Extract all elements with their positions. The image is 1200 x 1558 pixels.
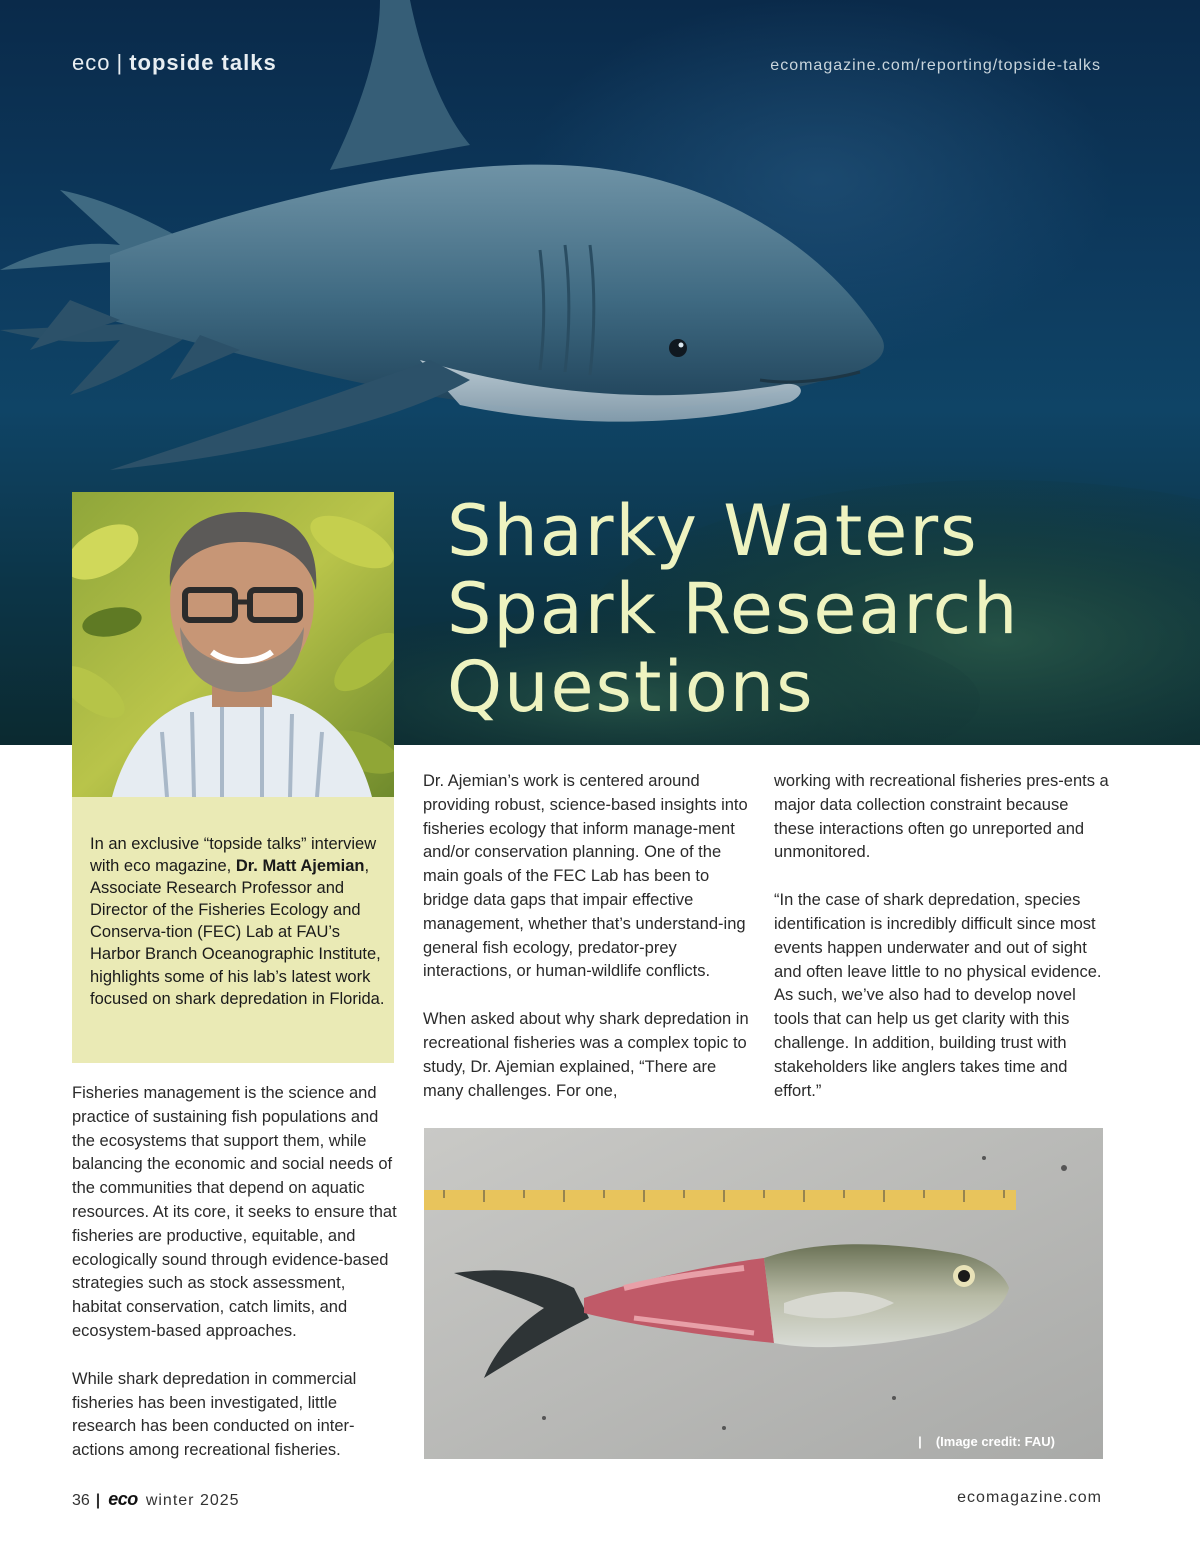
footer-brand-logo: eco: [108, 1489, 138, 1509]
footer-divider: |: [95, 1492, 101, 1509]
fish-illustration: [424, 1128, 1103, 1459]
paragraph: Dr. Ajemian’s work is centered around providing robust, science-based insights into fisheries ecology that inform manage-ment and/or conservation planning. One of the main goals of the FEC Lab has been to bridge data gaps that impair effective management, whether that’s understand-ing general fish ecology, predator-prey interactions, or human-wildlife conflicts.: [423, 772, 748, 981]
credit-text: (Image credit: FAU): [935, 1434, 1055, 1449]
section-header: [72, 50, 277, 76]
portrait-illustration: [72, 492, 394, 797]
body-column-3: [774, 770, 1109, 1127]
header-divider: |: [116, 50, 124, 75]
intro-rest: , Associate Research Professor and Director of the Fisheries Ecology and Conserva-tion (FEC) Lab at FAU’s Harbor Branch Oceanographic Institute, highlights some of his lab’s latest work focused on shark depredation in Florida.: [90, 857, 385, 1008]
body-column-2: [423, 770, 753, 1127]
title-line-3: Questions: [447, 646, 815, 728]
intro-text: [90, 833, 390, 1010]
title-line-2: Spark Research: [447, 568, 1020, 650]
body-column-1: [72, 1082, 397, 1487]
paragraph: When asked about why shark depredation in recreational fisheries was a complex topic to study, Dr. Ajemian explained, “There are many challenges. For one,: [423, 1010, 749, 1100]
portrait-photo: [72, 492, 394, 797]
article-title: [447, 492, 1167, 726]
intro-lead: In an exclusive “topside talks” interview with eco magazine,: [90, 835, 377, 876]
footer-left: [72, 1489, 240, 1510]
image-credit: [918, 1434, 1055, 1449]
paragraph: While shark depredation in commercial fisheries has been investigated, little research has been conducted on inter-actions among recreational fisheries.: [72, 1369, 357, 1460]
page-number: 36: [72, 1492, 90, 1509]
footer-site-link[interactable]: ecomagazine.com: [957, 1489, 1102, 1506]
credit-divider: |: [918, 1434, 922, 1449]
section-label: topside talks: [129, 50, 277, 75]
brand-label: eco: [72, 50, 111, 75]
header-url-link[interactable]: ecomagazine.com/reporting/topside-talks: [770, 57, 1101, 74]
paragraph: working with recreational fisheries pres-ents a major data collection constraint because these interactions often go unreported and unmonitored.: [774, 772, 1109, 862]
interviewee-name: Dr. Matt Ajemian: [235, 857, 365, 876]
paragraph: “In the case of shark depredation, species identification is incredibly difficult since most events happen underwater and out of sight and often leave little to no physical evidence. As such, we’ve also had to develop novel tools that can help us get clarity with this challenge. In addition, building trust with stakeholders like anglers takes time and effort.”: [774, 891, 1102, 1100]
issue-label: winter 2025: [145, 1492, 240, 1509]
paragraph: Fisheries management is the science and practice of sustaining fish populations and the ecosystems that support them, while balancing the economic and social needs of the communities that depend on aquatic resources. At its core, it seeks to ensure that fisheries are productive, equitable, and ecologically sound through evidence-based strategies such as stock assessment, habitat conservation, catch limits, and ecosystem-based approaches.: [72, 1084, 397, 1340]
depredated-fish-photo: [424, 1128, 1103, 1459]
title-line-1: Sharky Waters: [447, 490, 979, 572]
intro-sidebar: [72, 797, 394, 1063]
